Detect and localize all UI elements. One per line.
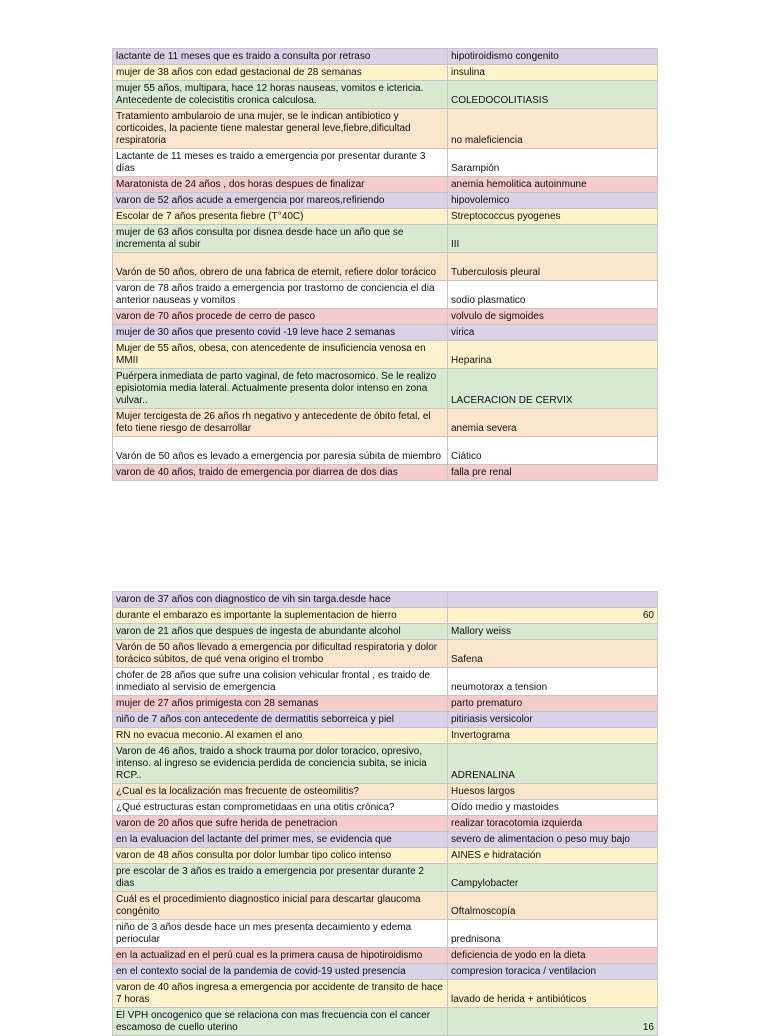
question-cell: mujer de 30 años que presento covid -19 leve hace 2 semanas	[113, 325, 448, 341]
question-cell: varon de 40 años ingresa a emergencia por accidente de transito de hace 7 horas	[113, 980, 448, 1008]
question-cell: varon de 70 años procede de cerro de pasco	[113, 309, 448, 325]
table-row	[113, 437, 658, 465]
answer-cell: anemia severa	[448, 409, 658, 437]
answer-cell: Ciático	[448, 437, 658, 465]
question-cell: lactante de 11 meses que es traido a consulta por retraso	[113, 49, 448, 65]
question-cell: en el contexto social de la pandemia de covid-19 usted presencia	[113, 964, 448, 980]
answer-cell: insulina	[448, 65, 658, 81]
question-cell: durante el embarazo es importante la suplementacion de hierro	[113, 608, 448, 624]
question-cell: niño de 7 años con antecedente de dermatitis seborreica y piel	[113, 712, 448, 728]
answer-cell: Oído medio y mastoides	[448, 800, 658, 816]
answer-cell: Campylobacter	[448, 864, 658, 892]
question-cell: mujer de 38 años con edad gestacional de 28 semanas	[113, 65, 448, 81]
question-cell: en la actualizad en el perú cual es la primera causa de hipotiroidismo	[113, 948, 448, 964]
question-cell: Tratamiento ambularoio de una mujer, se le indican antibiotico y corticoides, la paciente tiene malestar general leve,fiebre,dificultad respiratoria	[113, 109, 448, 149]
table-row	[113, 920, 658, 948]
answer-table-1-body	[113, 49, 658, 481]
answer-cell: deficiencia de yodo en la dieta	[448, 948, 658, 964]
table-row	[113, 465, 658, 481]
table-row	[113, 640, 658, 668]
answer-cell: Oftalmoscopía	[448, 892, 658, 920]
table-row	[113, 177, 658, 193]
table-row	[113, 409, 658, 437]
answer-cell: Invertograma	[448, 728, 658, 744]
table-row	[113, 980, 658, 1008]
answer-cell: lavado de herida + antibióticos	[448, 980, 658, 1008]
question-cell: Escolar de 7 años presenta fiebre (T°40C)	[113, 209, 448, 225]
question-cell: ¿Qué estructuras estan comprometidaas en una otitis crónica?	[113, 800, 448, 816]
question-cell: Lactante de 11 meses es traido a emergencia por presentar durante 3 días	[113, 149, 448, 177]
table-row	[113, 325, 658, 341]
answer-cell: COLEDOCOLITIASIS	[448, 81, 658, 109]
answer-cell: severo de alimentacion o peso muy bajo	[448, 832, 658, 848]
answer-cell	[448, 592, 658, 608]
question-cell: varon de 20 años que sufre herida de penetracion	[113, 816, 448, 832]
question-cell: El VPH oncogenico que se relaciona con mas frecuencia con el cancer escamoso de cuello uterino	[113, 1008, 448, 1036]
answer-cell: LACERACION DE CERVIX	[448, 369, 658, 409]
answer-cell: AINES e hidratación	[448, 848, 658, 864]
table-row	[113, 744, 658, 784]
question-cell: chofer de 28 años que sufre una colision vehicular frontal , es traido de inmediato al servisio de emergencia	[113, 668, 448, 696]
table-row	[113, 608, 658, 624]
question-cell: varon de 52 años acude a emergencia por mareos,refiriendo	[113, 193, 448, 209]
answer-cell: Heparina	[448, 341, 658, 369]
table-row	[113, 81, 658, 109]
table-row	[113, 696, 658, 712]
question-cell: Varón de 50 años, obrero de una fabrica de eternit, refiere dolor torácico	[113, 253, 448, 281]
question-cell: varon de 48 años consulta por dolor lumbar tipo colico intenso	[113, 848, 448, 864]
table-row	[113, 964, 658, 980]
question-cell: mujer 55 años, multipara, hace 12 horas nauseas, vomitos e ictericia. Antecedente de colecistitis cronica calculosa.	[113, 81, 448, 109]
table-row	[113, 65, 658, 81]
table-row	[113, 369, 658, 409]
table-row	[113, 712, 658, 728]
question-cell: varon de 78 años traido a emergencia por trastorno de conciencia el dia anterior nauseas y vomitos	[113, 281, 448, 309]
table-row	[113, 253, 658, 281]
table-row	[113, 592, 658, 608]
question-cell: Mujer de 55 años, obesa, con atencedente de insuficiencia venosa en MMII	[113, 341, 448, 369]
table-row	[113, 864, 658, 892]
answer-cell: Safena	[448, 640, 658, 668]
question-cell: mujer de 27 años primigesta con 28 semanas	[113, 696, 448, 712]
question-cell: en la evaluacion del lactante del primer mes, se evidencia que	[113, 832, 448, 848]
answer-cell: 60	[448, 608, 658, 624]
answer-cell: virica	[448, 325, 658, 341]
answer-cell: Sarampión	[448, 149, 658, 177]
table-row	[113, 49, 658, 65]
question-cell: niño de 3 años desde hace un mes presenta decaimiento y edema periocular	[113, 920, 448, 948]
answer-cell: pitiriasis versicolor	[448, 712, 658, 728]
answer-cell: compresion toracica / ventilacion	[448, 964, 658, 980]
table-row	[113, 109, 658, 149]
question-cell: Maratonista de 24 años , dos horas despues de finalizar	[113, 177, 448, 193]
table-row	[113, 800, 658, 816]
question-cell: Varón de 50 años es levado a emergencia por paresia súbita de miembro	[113, 437, 448, 465]
answer-cell: sodio plasmatico	[448, 281, 658, 309]
table-row	[113, 193, 658, 209]
question-cell: Mujer tercigesta de 26 años rh negativo y antecedente de óbito fetal, el feto tiene riesgo de desarrollar	[113, 409, 448, 437]
question-cell: mujer de 63 años consulta por disnea desde hace un año que se incrementa al subir	[113, 225, 448, 253]
table-row	[113, 341, 658, 369]
question-cell: Cuál es el procedimiento diagnostico inicial para descartar glaucoma congénito	[113, 892, 448, 920]
table-row	[113, 225, 658, 253]
table-row	[113, 1008, 658, 1036]
question-cell: Puérpera inmediata de parto vaginal, de feto macrosomico. Se le realizo episiotomia media lateral. Actualmente presenta dolor intenso en zona vulvar..	[113, 369, 448, 409]
table-row	[113, 309, 658, 325]
table-row	[113, 832, 658, 848]
answer-cell: Streptococcus pyogenes	[448, 209, 658, 225]
answer-cell: hipotiroidismo congenito	[448, 49, 658, 65]
answer-table-2	[112, 591, 658, 1036]
table-row	[113, 668, 658, 696]
question-cell: varon de 37 años con diagnostico de vih sin targa.desde hace	[113, 592, 448, 608]
answer-cell: anemia hemolitica autoinmune	[448, 177, 658, 193]
answer-table-2-body	[113, 592, 658, 1036]
table-row	[113, 892, 658, 920]
question-cell: varon de 40 años, traido de emergencia por diarrea de dos dias	[113, 465, 448, 481]
table-row	[113, 728, 658, 744]
table-row	[113, 848, 658, 864]
answer-table-1	[112, 48, 658, 481]
answer-cell: ADRENALINA	[448, 744, 658, 784]
question-cell: ¿Cual es la localización mas frecuente de osteomilitis?	[113, 784, 448, 800]
answer-cell: Huesos largos	[448, 784, 658, 800]
question-cell: pre escolar de 3 años es traido a emergencia por presentar durante 2 dias	[113, 864, 448, 892]
table-row	[113, 624, 658, 640]
answer-cell: Tuberculosis pleural	[448, 253, 658, 281]
answer-cell: falla pre renal	[448, 465, 658, 481]
table-row	[113, 149, 658, 177]
answer-cell: realizar toracotomia izquierda	[448, 816, 658, 832]
answer-cell: prednisona	[448, 920, 658, 948]
answer-cell: Mallory weiss	[448, 624, 658, 640]
table-row	[113, 816, 658, 832]
question-cell: RN no evacua meconio. Al examen el ano	[113, 728, 448, 744]
table-row	[113, 209, 658, 225]
answer-cell: volvulo de sigmoides	[448, 309, 658, 325]
answer-cell: 16	[448, 1008, 658, 1036]
answer-cell: hipovolemico	[448, 193, 658, 209]
table-row	[113, 784, 658, 800]
question-cell: Varon de 46 años, traido a shock trauma por dolor toracico, opresivo, intenso. al ingreso se evidencia perdida de conciencia subita, se inicia RCP..	[113, 744, 448, 784]
answer-cell: neumotorax a tension	[448, 668, 658, 696]
question-cell: Varón de 50 años llevado a emergencia por dificultad respiratoria y dolor torácico súbitos, de qué vena origino el trombo	[113, 640, 448, 668]
table-row	[113, 281, 658, 309]
answer-cell: no maleficiencia	[448, 109, 658, 149]
answer-cell: III	[448, 225, 658, 253]
table-row	[113, 948, 658, 964]
question-cell: varon de 21 años que despues de ingesta de abundante alcohol	[113, 624, 448, 640]
answer-cell: parto prematuro	[448, 696, 658, 712]
